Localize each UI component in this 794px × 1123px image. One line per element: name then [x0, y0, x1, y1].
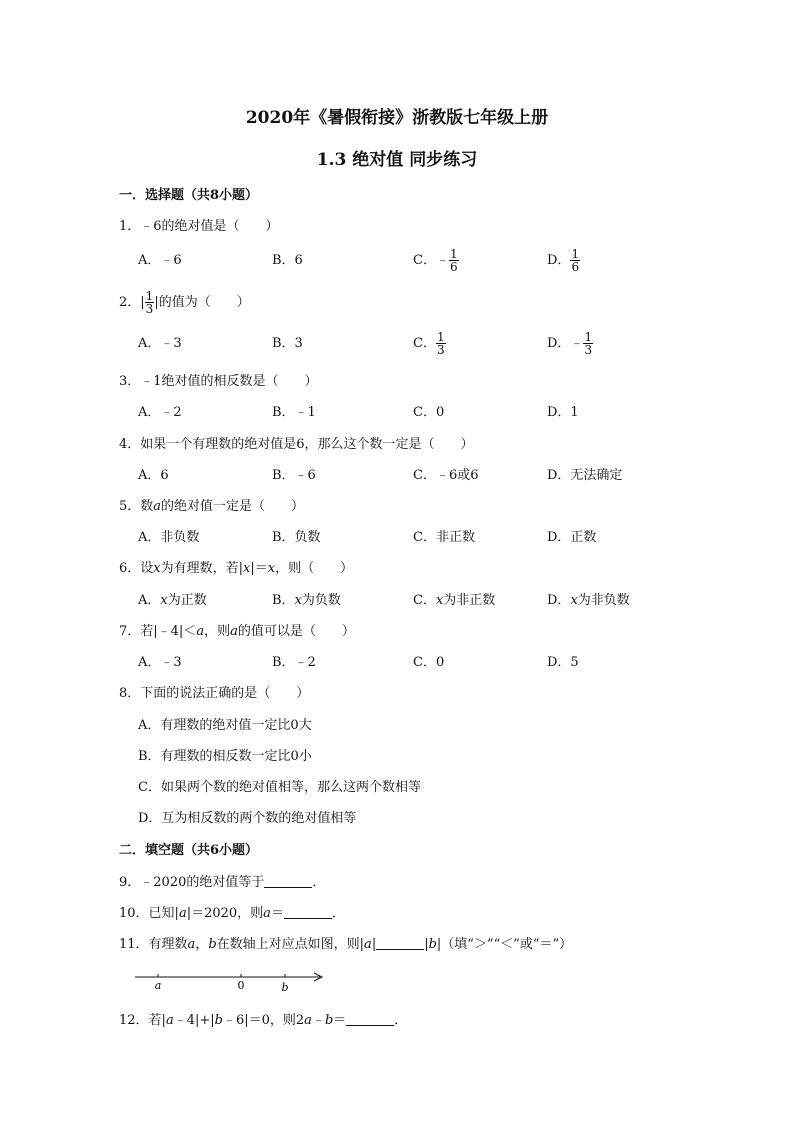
- q2-d-num: 1: [584, 330, 593, 344]
- q6-b-post: 为负数: [301, 593, 341, 608]
- q2-stem: [119, 287, 250, 319]
- q12-v4: b: [324, 1013, 334, 1028]
- q10-pre: 10．已知|: [119, 906, 179, 921]
- q7-mid: ，则: [204, 624, 231, 639]
- q6-c-post: 为非正数: [443, 593, 496, 608]
- q6-stem: [119, 561, 353, 577]
- q2-option-b: B．3: [272, 336, 303, 351]
- q6-option-c: [413, 593, 495, 609]
- q6-v1: x: [153, 561, 161, 576]
- label-0: 0: [237, 979, 245, 992]
- section-choice: 一．选择题（共8小题）: [119, 188, 259, 203]
- q12-post: ．: [394, 1013, 408, 1028]
- q6-b-pre: B．: [272, 593, 295, 608]
- q6-a-post: 为正数: [167, 593, 207, 608]
- q4-option-b: B．﹣6: [272, 468, 316, 483]
- q2-rest: 的值为（ ）: [158, 295, 250, 310]
- q5-var: a: [153, 499, 162, 514]
- q10-mid2: ＝: [270, 906, 284, 921]
- q6-v2: x: [243, 561, 251, 576]
- q1-c-den: 6: [449, 260, 458, 274]
- q2-c-den: 3: [436, 343, 445, 357]
- q6-option-b: [272, 593, 341, 609]
- q6-post: ，则（ ）: [275, 561, 354, 576]
- q8-stem: 8．下面的说法正确的是（ ）: [119, 686, 310, 701]
- q5-pre: 5．数: [119, 499, 154, 514]
- q2-number: 2．: [119, 295, 141, 310]
- q6-pre: 6．设: [119, 561, 154, 576]
- q12-stem: [119, 1012, 407, 1029]
- q10-answer-blank[interactable]: [284, 905, 332, 919]
- q1-option-d: [547, 245, 580, 277]
- q1-stem: 1．﹣6的绝对值是（ ）: [119, 219, 279, 234]
- q5-option-d: D．正数: [547, 530, 597, 545]
- q2-c-fraction: [436, 331, 446, 356]
- q12-m3: ﹣: [311, 1013, 325, 1028]
- q11-v3: a: [364, 937, 372, 952]
- q7-option-b: B．﹣2: [272, 655, 316, 670]
- q5-option-b: B．负数: [272, 530, 321, 545]
- q2-den: 3: [145, 302, 154, 316]
- q3-option-b: B．﹣1: [272, 405, 316, 420]
- q5-post: 的绝对值一定是（ ）: [161, 499, 305, 514]
- q8-option-d: D．互为相反数的两个数的绝对值相等: [138, 811, 357, 826]
- q1-c-num: 1: [449, 247, 458, 261]
- q6-mid: 为有理数，若|: [160, 561, 244, 576]
- q12-v3: a: [304, 1013, 312, 1028]
- q10-stem: [119, 905, 345, 922]
- q4-stem: 4．如果一个有理数的绝对值是6，那么这个数一定是（ ）: [119, 437, 474, 452]
- q3-option-d: D．1: [547, 405, 579, 420]
- q2-abs-left: |: [140, 295, 145, 310]
- q6-mid2: |＝: [250, 561, 268, 576]
- q4-option-c: C．﹣6或6: [413, 468, 479, 483]
- q1-d-fraction: [570, 248, 580, 273]
- q7-post: 的值可以是（ ）: [237, 624, 355, 639]
- q11-post: |（填“＞”“＜”或“＝”）: [436, 937, 573, 952]
- q10-mid: |＝2020，则: [186, 906, 264, 921]
- q11-answer-blank[interactable]: [376, 936, 424, 950]
- q6-v3: x: [267, 561, 276, 576]
- q2-d-fraction: [583, 331, 593, 356]
- q2-abs-right: |: [154, 295, 159, 310]
- q2-c-num: 1: [436, 330, 445, 344]
- q11-v2: b: [208, 937, 217, 952]
- number-line-figure: [130, 965, 330, 995]
- q5-stem: [119, 499, 304, 515]
- q6-d-post: 为非负数: [577, 593, 630, 608]
- q6-c-pre: C．: [413, 593, 436, 608]
- document-title: 2020年《暑假衔接》浙教版七年级上册: [245, 108, 549, 128]
- q8-option-a: A．有理数的绝对值一定比0大: [138, 718, 312, 733]
- q1-option-c: [413, 245, 459, 277]
- q11-stem: [119, 936, 572, 953]
- q7-option-d: D．5: [547, 655, 579, 670]
- q3-stem: 3．﹣1绝对值的相反数是（ ）: [119, 374, 318, 389]
- q1-d-prefix: D．: [547, 253, 571, 268]
- q12-answer-blank[interactable]: [346, 1012, 394, 1026]
- q11-pre: 11．有理数: [119, 937, 188, 952]
- q12-m1: ﹣4|+|: [173, 1013, 215, 1028]
- document-subtitle: 1.3 绝对值 同步练习: [316, 150, 478, 170]
- q7-option-c: C．0: [413, 655, 445, 670]
- q2-option-a: A．﹣3: [138, 336, 182, 351]
- q4-option-a: A．6: [138, 468, 169, 483]
- q6-d-var: x: [570, 593, 578, 608]
- q9-pre: 9．﹣2020的绝对值等于: [119, 875, 265, 890]
- q12-m2: ﹣6|＝0，则2: [222, 1013, 305, 1028]
- q11-v4: b: [428, 937, 437, 952]
- q3-option-c: C．0: [413, 405, 445, 420]
- q8-option-b: B．有理数的相反数一定比0小: [138, 749, 312, 764]
- q6-a-pre: A．: [138, 593, 161, 608]
- q12-v2: b: [214, 1013, 223, 1028]
- q7-stem: [119, 624, 355, 640]
- q11-sep: ，: [195, 937, 209, 952]
- q2-option-c: [413, 328, 446, 360]
- q10-v1: a: [178, 906, 187, 921]
- q12-v1: a: [165, 1013, 174, 1028]
- q11-mid: 在数轴上对应点如图，则|: [216, 937, 365, 952]
- q1-d-num: 1: [571, 247, 580, 261]
- q5-option-a: A．非负数: [138, 530, 200, 545]
- label-a: a: [154, 979, 162, 992]
- section-fill: 二．填空题（共6小题）: [119, 843, 259, 858]
- q10-post: ．: [331, 906, 345, 921]
- q3-option-a: A．﹣2: [138, 405, 182, 420]
- q2-num: 1: [145, 289, 154, 303]
- q6-c-var: x: [435, 593, 444, 608]
- q7-v2: a: [230, 624, 238, 639]
- q7-v1: a: [196, 624, 205, 639]
- q1-c-prefix: C．﹣: [413, 253, 449, 268]
- q1-c-fraction: [449, 248, 459, 273]
- q11-mid3: |: [424, 937, 429, 952]
- q2-c-prefix: C．: [413, 336, 436, 351]
- q5-option-c: C．非正数: [413, 530, 475, 545]
- q12-m4: ＝: [333, 1013, 347, 1028]
- q2-d-den: 3: [584, 343, 593, 357]
- q2-d-prefix: D．﹣: [547, 336, 584, 351]
- q6-a-var: x: [160, 593, 168, 608]
- q1-option-b: B．6: [272, 253, 303, 268]
- q6-d-pre: D．: [547, 593, 571, 608]
- q6-option-a: [138, 593, 207, 609]
- q11-v1: a: [187, 937, 196, 952]
- q7-option-a: A．﹣3: [138, 655, 182, 670]
- q9-stem: [119, 874, 325, 891]
- q11-mid2: |: [371, 937, 377, 952]
- q9-post: ．: [312, 875, 326, 890]
- label-b: b: [281, 981, 289, 994]
- q10-v2: a: [263, 906, 271, 921]
- q2-option-d: [547, 328, 593, 360]
- q7-pre: 7．若|﹣4|＜: [119, 624, 197, 639]
- q8-option-c: C．如果两个数的绝对值相等，那么这两个数相等: [138, 780, 421, 795]
- q6-b-var: x: [294, 593, 302, 608]
- q2-fraction: [145, 290, 155, 315]
- q1-d-den: 6: [571, 260, 580, 274]
- q6-option-d: [547, 593, 630, 609]
- q12-pre: 12．若|: [119, 1013, 166, 1028]
- q4-option-d: D．无法确定: [547, 468, 623, 483]
- q9-answer-blank[interactable]: [264, 874, 312, 888]
- q1-option-a: A．﹣6: [138, 253, 182, 268]
